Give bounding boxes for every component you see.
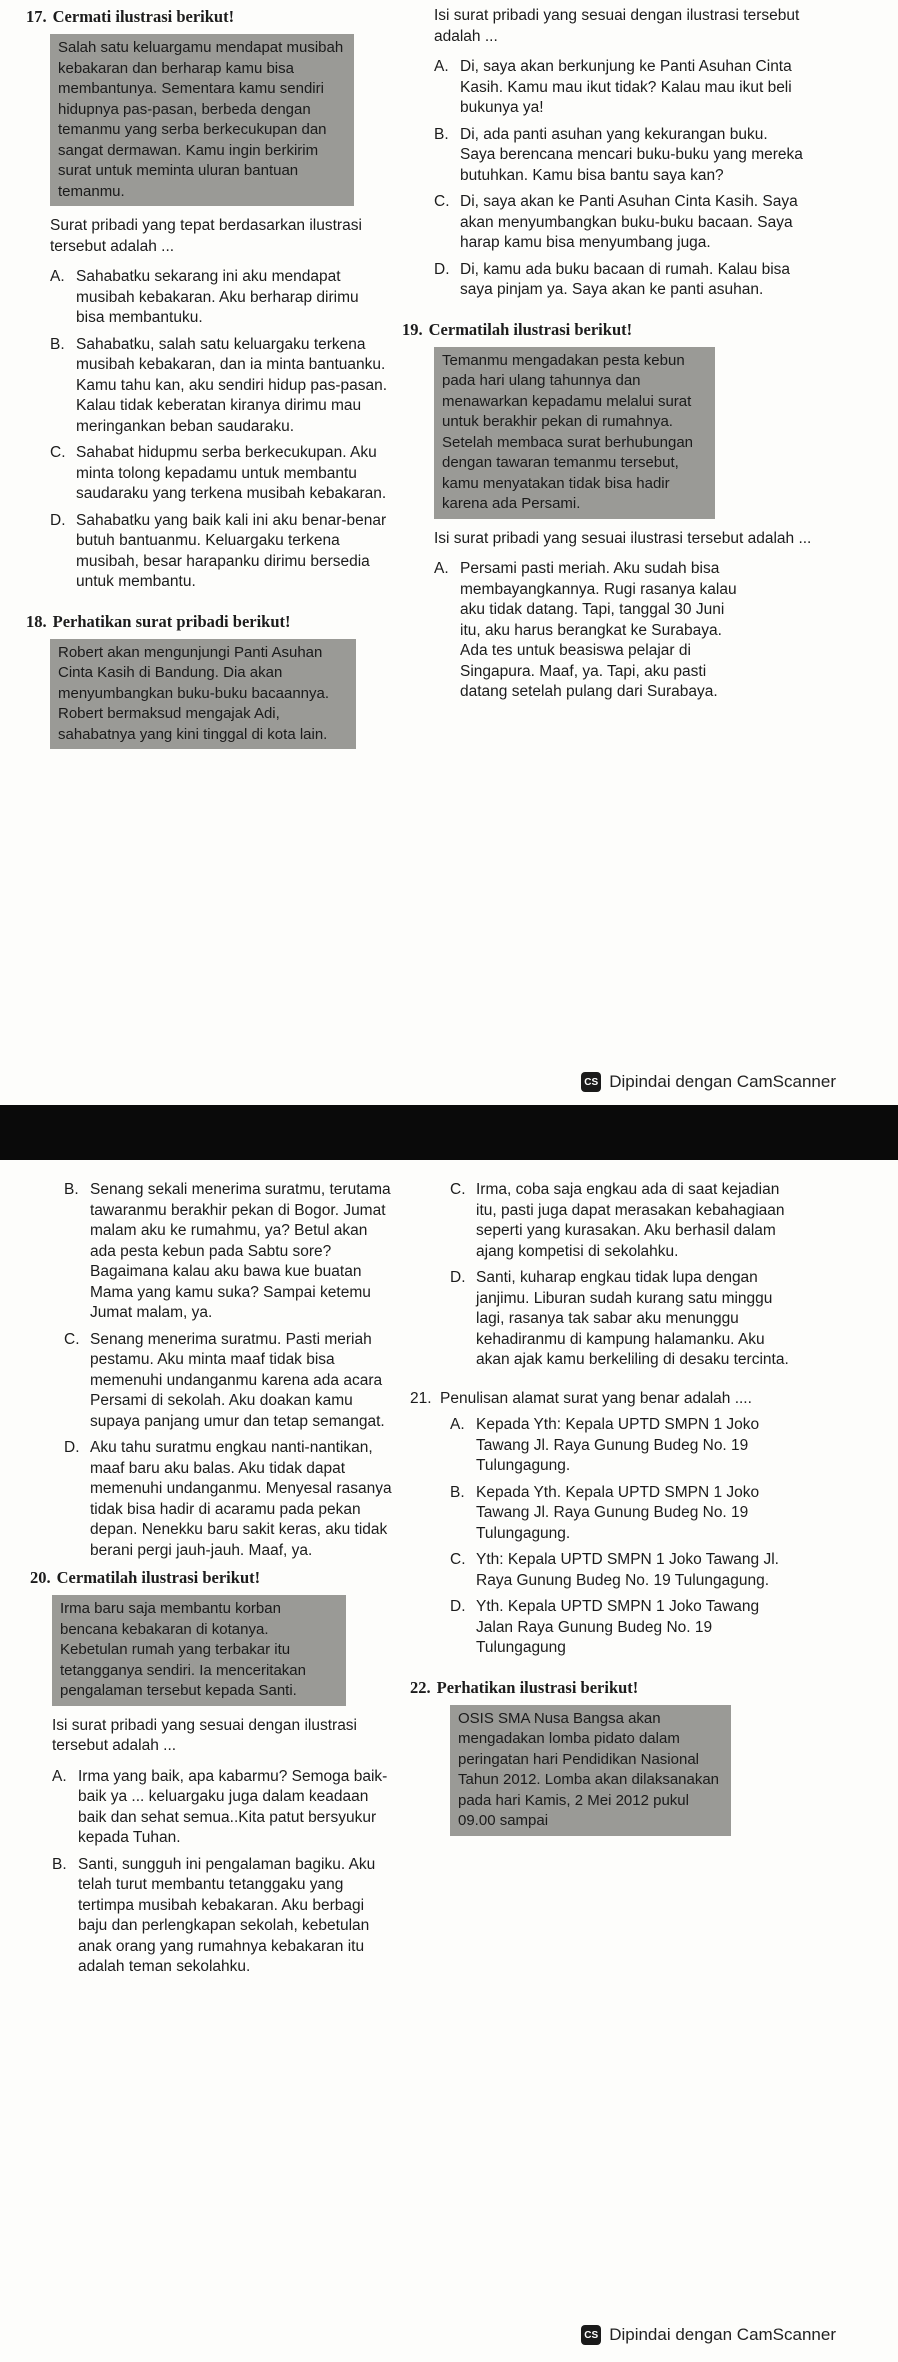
q19-heading: 19. Cermatilah ilustrasi berikut! (402, 319, 633, 339)
q20-options (52, 1767, 392, 1978)
camscanner-watermark-1: CS Dipindai dengan CamScanner (581, 1072, 836, 1092)
q17-option-c[interactable]: C. Sahabat hidupmu serba berkecukupan. Aku minta tolong kepadamu untuk membantu saudaraku yang terkena musibah kebakaran. (50, 444, 387, 502)
q18-illustration-box: Robert akan mengunjungi Panti Asuhan Cinta Kasih di Bandung. Dia akan menyumbangkan buku-buku bacaannya. Robert bermaksud mengajak Adi, sahabatnya yang kini tinggal di kota lain. (50, 639, 356, 750)
scanned-page-2 (0, 1160, 898, 2362)
q19-option-a[interactable]: A. Persami pasti meriah. Aku sudah bisa membayangkannya. Rugi rasanya kalau aku tidak datang. Tapi, tanggal 30 Juni itu, aku harus berangkat ke Surabaya. Ada tes untuk beasiswa pelajar di Singapura. Maaf, ya. Tapi, aku pasti datang setelah pulang dari Surabaya. (434, 560, 737, 700)
q18-option-d[interactable]: D. Di, kamu ada buku bacaan di rumah. Kalau bisa saya pinjam ya. Saya akan ke panti asuhan. (434, 260, 791, 298)
camscanner-logo-icon: CS (581, 1072, 601, 1092)
q20-option-d[interactable]: D. Santi, kuharap engkau tidak lupa dengan janjimu. Liburan sudah kurang satu minggu lagi, rasanya tak sabar aku menunggu kehadiranmu di kampung halamanku. Aku akan ajak kamu berkeliling di desaku tercinta. (450, 1269, 789, 1368)
q19-option-b[interactable]: B. Senang sekali menerima suratmu, terutama tawaranmu berakhir pekan di Bogor. Jumat malam aku ke rumahmu, ya? Betul akan ada pesta kebun pada Sabtu sore? Bagaimana kalau aku bawa kue buatan Mama yang kamu suka? Sampai ketemu Jumat malam, ya. (64, 1181, 391, 1321)
scanned-page-1 (0, 0, 898, 1105)
q21-question: 21. Penulisan alamat surat yang benar adalah .... (410, 1389, 752, 1407)
q17-option-a[interactable]: A. Sahabatku sekarang ini aku mendapat musibah kebakaran. Aku berharap dirimu bisa membantuku. (50, 268, 359, 326)
q21-option-a[interactable]: A. Kepada Yth: Kepala UPTD SMPN 1 Joko Tawang Jl. Raya Gunung Budeg No. 19 Tulungagung. (450, 1416, 760, 1474)
q20-option-a[interactable]: A. Irma yang baik, apa kabarmu? Semoga baik-baik ya ... keluargaku juga dalam keadaan baik dan sehat semua..Kita patut bersyukur kepada Tuhan. (52, 1767, 388, 1846)
q19-question: Isi surat pribadi yang sesuai ilustrasi tersebut adalah ... (434, 529, 812, 547)
q20-heading: 20. Cermatilah ilustrasi berikut! (30, 1568, 261, 1587)
q21-block (410, 1389, 820, 1410)
page2-right-column (410, 1180, 820, 1846)
page1-right-column (402, 6, 814, 709)
q18-options (434, 57, 804, 301)
camscanner-watermark-2: CS Dipindai dengan CamScanner (581, 2325, 836, 2345)
q18-option-b[interactable]: B. Di, ada panti asuhan yang kekurangan buku. Saya berencana mencari buku-buku yang mereka butuhkan. Kamu bisa bantu saya kan? (434, 125, 803, 184)
page1-left-column (26, 6, 406, 759)
q22-illustration-box: OSIS SMA Nusa Bangsa akan mengadakan lomba pidato dalam peringatan hari Pendidikan Nasional Tahun 2012. Lomba akan dilaksanakan pada hari Kamis, 2 Mei 2012 pukul 09.00 sampai (450, 1705, 731, 1836)
q17-question: Surat pribadi yang tepat berdasarkan ilustrasi tersebut adalah ... (50, 217, 362, 255)
q20-illustration-box: Irma baru saja membantu korban bencana kebakaran di kotanya. Kebetulan rumah yang terbakar itu tetangganya sendiri. Ia menceritakan pengalaman tersebut kepada Santi. (52, 1595, 346, 1706)
q21-option-b[interactable]: B. Kepada Yth. Kepala UPTD SMPN 1 Joko Tawang Jl. Raya Gunung Budeg No. 19 Tulungagung. (450, 1483, 760, 1542)
q18-heading: 18. Perhatikan surat pribadi berikut! (26, 611, 291, 631)
q17-option-d[interactable]: D. Sahabatku yang baik kali ini aku benar-benar butuh bantuanmu. Keluargaku terkena musibah, besar harapanku dirimu bersedia untuk membantu. (50, 511, 387, 590)
q20-options-continued (450, 1180, 800, 1371)
camscanner-logo-icon: CS (581, 2325, 601, 2345)
q20-question: Isi surat pribadi yang sesuai dengan ilustrasi tersebut adalah ... (52, 1716, 358, 1754)
q17-options (50, 267, 390, 593)
page2-left-column (30, 1180, 420, 1984)
q18-question: Isi surat pribadi yang sesuai dengan ilustrasi tersebut adalah ... (434, 7, 800, 45)
q17-illustration-box: Salah satu keluargamu mendapat musibah kebakaran dan berharap kamu bisa membantunya. Sementara kamu sendiri hidupnya pas-pasan, berbeda dengan temanmu yang serba berkecukupan dan sangat dermawan. Kamu ingin berkirim surat untuk meminta uluran bantuan temanmu. (50, 34, 354, 206)
q19-option-c[interactable]: C. Senang menerima suratmu. Pasti meriah pestamu. Aku minta maaf tidak bisa memenuhi undanganmu karena ada acara Persami di sekolah. Aku doakan kamu supaya panjang umur dan tetap semangat. (64, 1330, 385, 1430)
q21-option-c[interactable]: C. Yth: Kepala UPTD SMPN 1 Joko Tawang Jl. Raya Gunung Budeg No. 19 Tulungagung. (450, 1551, 779, 1589)
q17-heading: 17. Cermati ilustrasi berikut! (26, 7, 235, 26)
q19-illustration-box: Temanmu mengadakan pesta kebun pada hari ulang tahunnya dan menawarkan kepadamu melalui surat untuk berakhir pekan di rumahnya. Setelah membaca surat berhubungan dengan tawaran temanmu tersebut, kamu menyatakan tidak bisa hadir karena ada Persami. (434, 347, 715, 519)
q18-option-c[interactable]: C. Di, saya akan ke Panti Asuhan Cinta Kasih. Saya akan menyumbangkan buku-buku bacaan. Saya harap kamu bisa menyumbang juga. (434, 193, 798, 251)
q20-option-c[interactable]: C. Irma, coba saja engkau ada di saat kejadian itu, pasti juga dapat merasakan kebahagiaan seperti yang kurasakan. Aku berhasil dalam ajang kompetisi di sekolahku. (450, 1181, 785, 1260)
q19-option-d[interactable]: D. Aku tahu suratmu engkau nanti-nantikan, maaf baru aku balas. Aku tidak dapat memenuhi undanganmu. Menyesal rasanya tidak bisa hadir di acaramu pada pekan depan. Nenekku baru sakit keras, aku tidak berani pergi jauh-jauh. Maaf, ya. (64, 1439, 392, 1559)
q18-option-a[interactable]: A. Di, saya akan berkunjung ke Panti Asuhan Cinta Kasih. Kamu mau ikut tidak? Kalau mau ikut beli bukunya ya! (434, 58, 792, 116)
page-separator (0, 1105, 898, 1160)
q17-option-b[interactable]: B. Sahabatku, salah satu keluargaku terkena musibah kebakaran, dan ia minta bantuanku. Kamu tahu kan, aku sendiri hidup pas-pasan. Kalau tidak keberatan kiranya dirimu mau meringankan beban saudaraku. (50, 335, 388, 435)
q21-options (450, 1415, 780, 1659)
q19-options (434, 559, 744, 703)
q22-heading: 22. Perhatikan ilustrasi berikut! (410, 1677, 639, 1697)
q19-continued-options (64, 1180, 394, 1561)
q20-option-b[interactable]: B. Santi, sungguh ini pengalaman bagiku. Aku telah turut membantu tetanggaku yang tertimpa musibah kebakaran. Aku berbagi baju dan perlengkapan sekolah, kebetulan anak orang yang rumahnya kebakaran itu adalah teman sekolahku. (52, 1855, 376, 1975)
q21-option-d[interactable]: D. Yth. Kepala UPTD SMPN 1 Joko Tawang Jalan Raya Gunung Budeg No. 19 Tulungagung (450, 1598, 760, 1656)
